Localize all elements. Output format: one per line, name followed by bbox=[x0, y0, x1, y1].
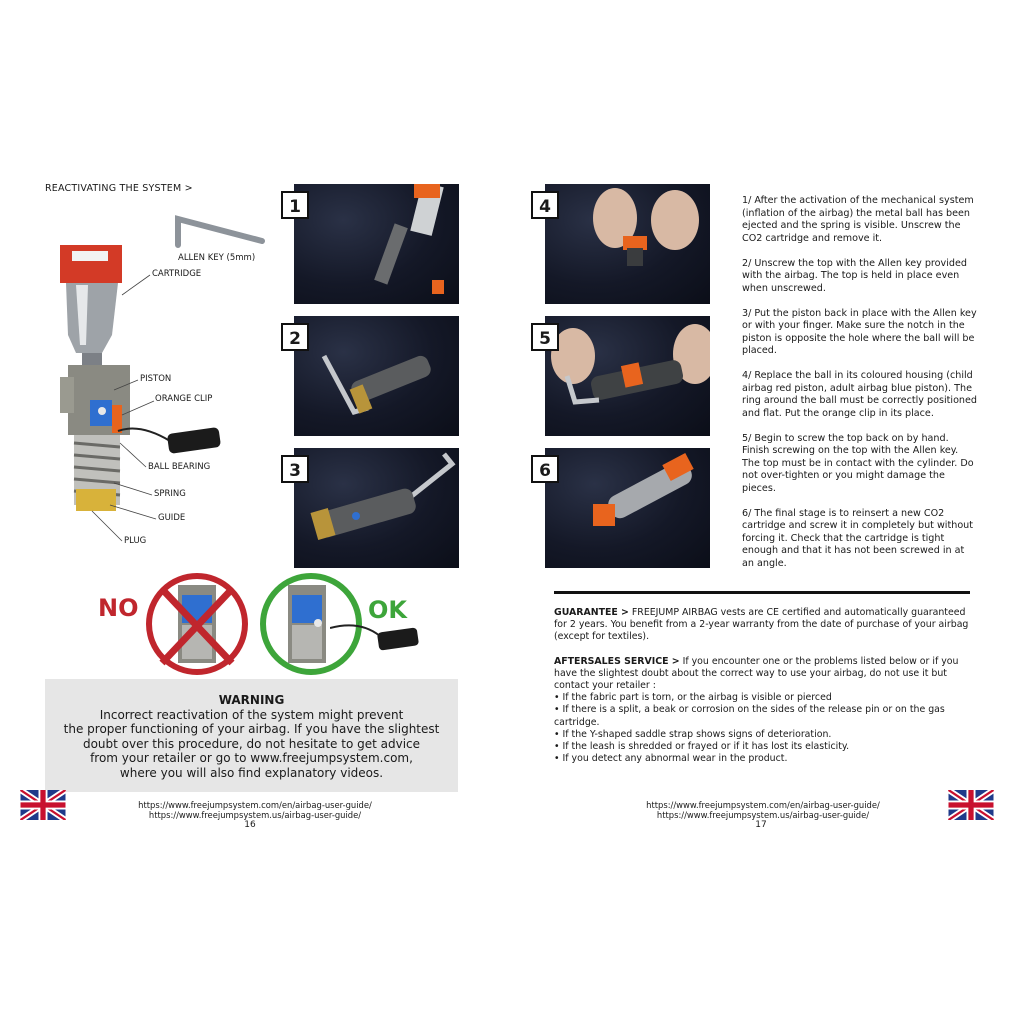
callout-allen-key: ALLEN KEY (5mm) bbox=[178, 253, 256, 263]
warning-line: the proper functioning of your airbag. If you have the slightest bbox=[63, 722, 440, 737]
warning-title: WARNING bbox=[218, 693, 285, 707]
aftersales-list bbox=[554, 692, 970, 765]
step-text-3: 3/ Put the piston back in place with the Allen key or with your finger. Make sure the notch in the piston is opposite the hole where the ball will be placed. bbox=[742, 307, 977, 356]
step-text-4: 4/ Replace the ball in its coloured housing (child airbag red piston, adult airbag blue piston). The ring around the ball must be correctly positioned and flat. Put the orange clip in its place. bbox=[742, 370, 978, 419]
step-number-6: 6 bbox=[531, 455, 559, 483]
callout-plug: PLUG bbox=[124, 536, 147, 546]
warning-line: where you will also find explanatory videos. bbox=[119, 765, 384, 780]
photo-5-illustration bbox=[545, 316, 710, 436]
warning-line: doubt over this procedure, do not hesitate to get advice bbox=[82, 736, 421, 751]
step-photo-5 bbox=[545, 316, 710, 436]
footer-url[interactable]: https://www.freejumpsystem.com/en/airbag-user-guide/ bbox=[646, 800, 880, 810]
step-photo-2 bbox=[294, 316, 459, 436]
photo-1-illustration bbox=[294, 184, 459, 304]
ok-label: OK bbox=[368, 596, 407, 624]
step-number-4: 4 bbox=[531, 191, 559, 219]
step-text-5: 5/ Begin to screw the top back on by hand. Finish screwing on the top with the Allen key. The top must be in contact with the cylinder. Do not over-tighten or you might damage the pieces. bbox=[742, 432, 974, 494]
callout-guide: GUIDE bbox=[158, 513, 186, 523]
step-number-5: 5 bbox=[531, 323, 559, 351]
aftersales-label: AFTERSALES SERVICE > bbox=[554, 655, 680, 667]
step-photo-1 bbox=[294, 184, 459, 304]
uk-flag-icon bbox=[20, 790, 66, 820]
section-divider bbox=[554, 591, 970, 594]
callout-orange-clip: ORANGE CLIP bbox=[155, 394, 213, 404]
callout-ball-bearing: BALL BEARING bbox=[148, 462, 211, 472]
step-text-2: 2/ Unscrew the top with the Allen key provided with the airbag. The top is held in place even when unscrewed. bbox=[742, 257, 967, 294]
list-item: • If the Y-shaped saddle strap shows signs of deterioration. bbox=[554, 728, 832, 740]
mechanism-diagram bbox=[30, 205, 280, 565]
guarantee-section bbox=[554, 607, 970, 765]
warning-line: Incorrect reactivation of the system might prevent bbox=[99, 707, 404, 722]
step-number-1: 1 bbox=[281, 191, 309, 219]
footer-url[interactable]: https://www.freejumpsystem.com/en/airbag-user-guide/ bbox=[138, 800, 372, 810]
uk-flag-icon bbox=[948, 790, 994, 820]
guarantee-text: FREEJUMP AIRBAG vests are CE certified and automatically guaranteed for 2 years. You benefit from a 2-year warranty from the date of purchase of your airbag (except for textiles). bbox=[554, 607, 969, 643]
photo-3-illustration bbox=[294, 448, 459, 568]
list-item: • If the fabric part is torn, or the airbag is visible or pierced bbox=[554, 692, 832, 704]
aftersales-paragraph bbox=[554, 656, 970, 693]
list-item: • If there is a split, a beak or corrosion on the sides of the release pin or on the gas cartridge. bbox=[554, 704, 945, 728]
page-number-left: 16 bbox=[244, 820, 256, 830]
section-title: REACTIVATING THE SYSTEM > bbox=[45, 183, 193, 194]
list-item: • If the leash is shredded or frayed or if it has lost its elasticity. bbox=[554, 741, 850, 753]
guarantee-paragraph bbox=[554, 607, 970, 644]
page-number-right: 17 bbox=[755, 820, 767, 830]
no-label: NO bbox=[98, 594, 139, 622]
step-number-3: 3 bbox=[281, 455, 309, 483]
photo-6-illustration bbox=[545, 448, 710, 568]
step-photo-4 bbox=[545, 184, 710, 304]
step-number-2: 2 bbox=[281, 323, 309, 351]
no-example-icon bbox=[144, 571, 250, 677]
leash-handle-icon bbox=[330, 618, 422, 656]
callout-piston: PISTON bbox=[140, 374, 172, 384]
photo-4-illustration bbox=[545, 184, 710, 304]
step-text-1: 1/ After the activation of the mechanical system (inflation of the airbag) the metal ball has been ejected and the spring is visible. Unscrew the CO2 cartridge and remove it. bbox=[742, 195, 974, 244]
step-text-6: 6/ The final stage is to reinsert a new CO2 cartridge and screw it in completely but without forcing it. Check that the cartridge is tight enough and that it has not been screwed in at an angle. bbox=[742, 507, 974, 569]
list-item: • If you detect any abnormal wear in the product. bbox=[554, 753, 788, 765]
guarantee-label: GUARANTEE > bbox=[554, 607, 629, 618]
aftersales-text: If you encounter one or the problems listed below or if you have the slightest doubt about the correct way to use your airbag, do not use it but contact your retailer : bbox=[554, 655, 959, 692]
footer-url[interactable]: https://www.freejumpsystem.us/airbag-user-guide/ bbox=[656, 810, 870, 820]
footer-url[interactable]: https://www.freejumpsystem.us/airbag-user-guide/ bbox=[148, 810, 362, 820]
warning-box bbox=[45, 679, 458, 792]
step-photo-3 bbox=[294, 448, 459, 568]
photo-2-illustration bbox=[294, 316, 459, 436]
footer-urls-right bbox=[618, 800, 908, 820]
callout-spring: SPRING bbox=[154, 489, 186, 499]
warning-line: from your retailer or go to www.freejumpsystem.com, bbox=[90, 751, 413, 766]
footer-urls-left bbox=[110, 800, 400, 820]
step-photo-6 bbox=[545, 448, 710, 568]
steps-instructions bbox=[742, 195, 977, 583]
callout-cartridge: CARTRIDGE bbox=[152, 269, 202, 279]
